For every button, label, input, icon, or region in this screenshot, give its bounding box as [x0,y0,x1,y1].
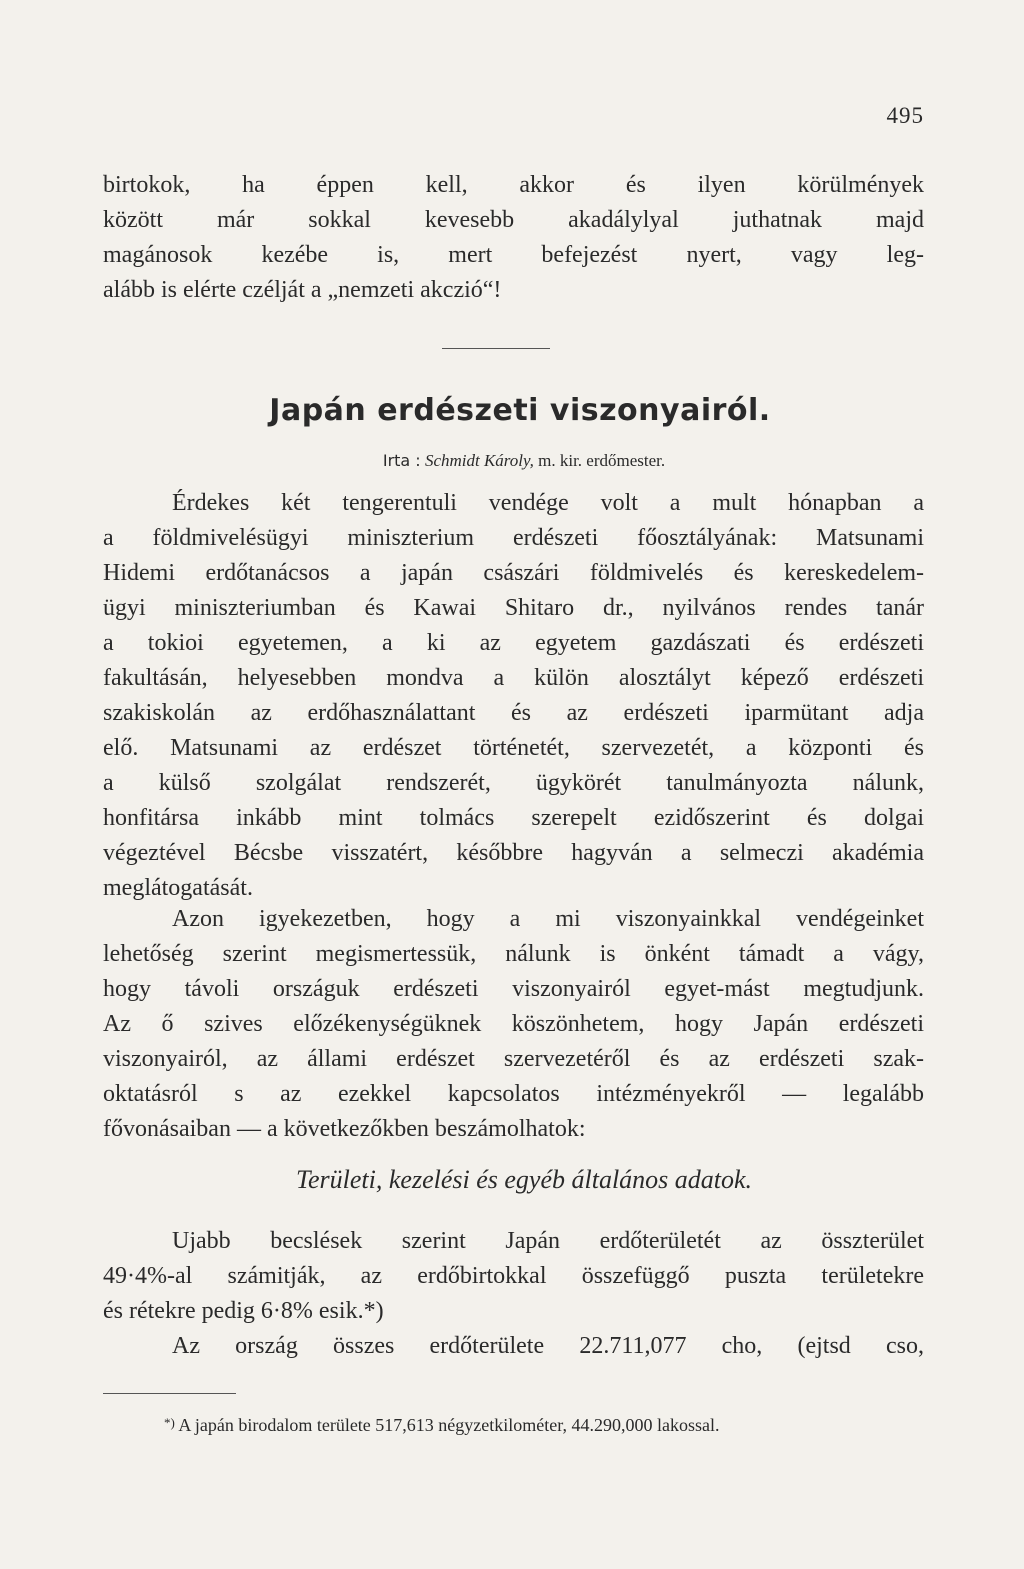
text-line: Ujabb becslések szerint Japán erdőterületét az összterület [172,1228,924,1254]
paragraph-2 [103,902,924,1147]
text-line: végeztével Bécsbe visszatért, későbbre hagyván a selmeczi akadémia [103,840,924,866]
text-line: honfitársa inkább mint tolmács szerepelt ezidőszerint és dolgai [103,805,924,831]
intro-paragraph [103,168,924,308]
section-heading: Területi, kezelési és egyéb általános adatok. [295,1165,753,1194]
footnote-mark: *) [164,1415,175,1430]
text-line: viszonyairól, az állami erdészet szervezetéről és az erdészeti szak- [103,1046,924,1072]
text-line: Az ő szives előzékenységüknek köszönhetem, hogy Japán erdészeti [103,1011,924,1037]
text-line: és rétekre pedig 6·8% esik.*) [103,1298,384,1324]
text-line: ügyi miniszteriumban és Kawai Shitaro dr., nyilvános rendes tanár [103,595,924,621]
footnote [164,1415,720,1436]
paragraph-1 [103,486,924,906]
page-number: 495 [886,103,924,128]
byline-author: Schmidt Károly, [424,451,534,470]
text-line: Érdekes két tengerentuli vendége volt a mult hónapban a [172,490,924,516]
text-line: elő. Matsunami az erdészet történetét, szervezetét, a központi és [103,735,924,761]
text-line: oktatásról s az ezekkel kapcsolatos intézményekről — legalább [103,1081,924,1107]
text-line: meglátogatását. [103,875,253,901]
text-line: között már sokkal kevesebb akadálylyal juthatnak majd [103,207,924,233]
text-line: 49·4%-al számitják, az erdőbirtokkal összefüggő puszta területekre [103,1263,924,1289]
text-line: alább is elérte czélját a „nemzeti akczió“! [103,277,502,303]
footnote-divider [103,1393,236,1394]
text-line: birtokok, ha éppen kell, akkor és ilyen körülmények [103,172,924,198]
text-line: lehetőség szerint megismertessük, nálunk is önként támadt a vágy, [103,941,924,967]
text-line: a külső szolgálat rendszerét, ügykörét tanulmányozta nálunk, [103,770,924,796]
text-line: Azon igyekezetben, hogy a mi viszonyainkkal vendégeinket [172,906,924,932]
text-line: Hidemi erdőtanácsos a japán császári földmivelés és kereskedelem- [103,560,924,586]
byline-label: Irta : [382,451,421,470]
text-line: fakultásán, helyesebben mondva a külön alosztályt képező erdészeti [103,665,924,691]
text-line: fővonásaiban — a következőkben beszámolhatok: [103,1116,586,1142]
text-line: szakiskolán az erdőhasználattant és az erdészeti iparmütant adja [103,700,924,726]
text-line: hogy távoli országuk erdészeti viszonyairól egyet-mást megtudjunk. [103,976,924,1002]
section-divider [442,348,550,349]
paragraph-3 [103,1224,924,1364]
article-byline [0,451,1024,471]
article-title: Japán erdészeti viszonyairól. [269,393,771,428]
text-line: Az ország összes erdőterülete 22.711,077 cho, (ejtsd cso, [172,1333,924,1359]
byline-role: m. kir. erdőmester. [538,451,666,470]
text-line: a tokioi egyetemen, a ki az egyetem gazdászati és erdészeti [103,630,924,656]
text-line: a földmivelésügyi miniszterium erdészeti főosztályának: Matsunami [103,525,924,551]
footnote-text: A japán birodalom területe 517,613 négyzetkilométer, 44.290,000 lakossal. [178,1415,720,1435]
text-line: magánosok kezébe is, mert befejezést nyert, vagy leg- [103,242,924,268]
